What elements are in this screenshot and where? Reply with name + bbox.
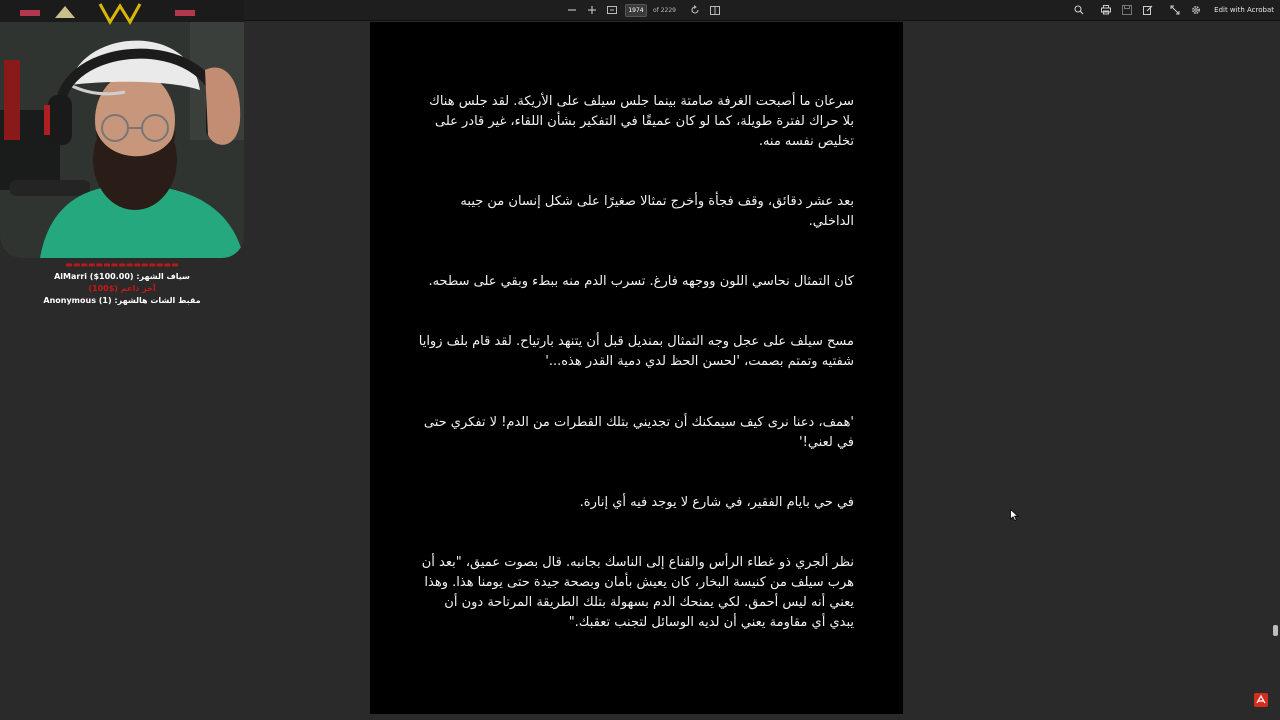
fullscreen-icon[interactable] bbox=[1168, 3, 1182, 17]
print-icon[interactable] bbox=[1099, 3, 1113, 17]
save-icon[interactable] bbox=[1120, 3, 1134, 17]
donation-line: AlMarri ($100.00) :سياف الشهر bbox=[54, 272, 190, 281]
rotate-icon[interactable] bbox=[688, 3, 702, 17]
scrollbar-thumb[interactable] bbox=[1273, 625, 1278, 636]
mouse-cursor-icon bbox=[1010, 506, 1019, 518]
streamer-webcam bbox=[0, 0, 244, 258]
page-navigation bbox=[565, 2, 722, 18]
donation-line: آخر داعم ($100) bbox=[88, 284, 156, 293]
toolbar-right-group bbox=[1072, 2, 1274, 18]
paragraph: سرعان ما أصبحت الغرفة صامتة بينما جلس سيلف على الأريكة. لقد جلس هناك بلا حراك لفترة طويلة، كما لو كان عميقًا في التفكير بشأن اللقاء، غير قادر على تخليص نفسه منه. bbox=[429, 94, 854, 149]
zoom-out-icon[interactable] bbox=[565, 3, 579, 17]
zoom-in-icon[interactable] bbox=[585, 3, 599, 17]
donation-line: Anonymous (1) :مقبط الشات هالشهر bbox=[43, 296, 201, 305]
webcam-image bbox=[0, 0, 244, 258]
edit-with-acrobat-button[interactable]: Edit with Acrobat bbox=[1214, 6, 1274, 14]
paragraph: بعد عشر دقائق، وقف فجأة وأخرج تمثالا صغيرًا على شكل إنسان من جيبه الداخلي. bbox=[460, 194, 854, 229]
page-view-icon[interactable] bbox=[708, 3, 722, 17]
page-number-input[interactable]: 1974 bbox=[625, 4, 647, 17]
paragraph: كان التمثال نحاسي اللون ووجهه فارغ. تسرب الدم منه ببطء وبقي على سطحه. bbox=[428, 274, 854, 289]
settings-icon[interactable] bbox=[1189, 3, 1203, 17]
edit-icon[interactable] bbox=[1141, 3, 1155, 17]
page-total-label: of 2229 bbox=[653, 6, 676, 14]
paragraph: 'همف، دعنا نرى كيف سيمكنك أن تجديني بتلك القطرات من الدم! لا تفكري حتى في لعني!' bbox=[423, 415, 854, 450]
donation-ticker bbox=[0, 259, 244, 307]
donation-line-decor: ▬▬▬▬▬▬▬▬▬▬▬▬▬▬▬ bbox=[65, 260, 179, 269]
paragraph: نظر ألجري ذو غطاء الرأس والقناع إلى الناسك بجانبه. قال بصوت عميق، "بعد أن هرب سيلف من كنيسة البخار، كان يعيش بأمان وبصحة جيدة حتى يومنا هذا. وهذا يعني أنه ليس أحمق. لكي يمنحك الدم بسهولة بتلك الطريقة المرتاحة دون أن يبدي أي مقاومة يعني أن لديه الوسائل لتجنب تعقبك." bbox=[421, 555, 854, 630]
acrobat-icon[interactable] bbox=[1254, 692, 1268, 706]
paragraph: مسح سيلف على عجل وجه التمثال بمنديل قبل أن يتنهد بارتياح. لقد قام بلف زوايا شفتيه وتمتم بصمت، 'لحسن الحظ لدي دمية القدر هذه...' bbox=[418, 334, 854, 369]
pdf-page bbox=[370, 22, 903, 714]
fit-page-icon[interactable] bbox=[605, 3, 619, 17]
paragraph: في حي بايام الفقير، في شارع لا يوجد فيه أي إنارة. bbox=[579, 495, 854, 510]
search-icon[interactable] bbox=[1072, 3, 1086, 17]
